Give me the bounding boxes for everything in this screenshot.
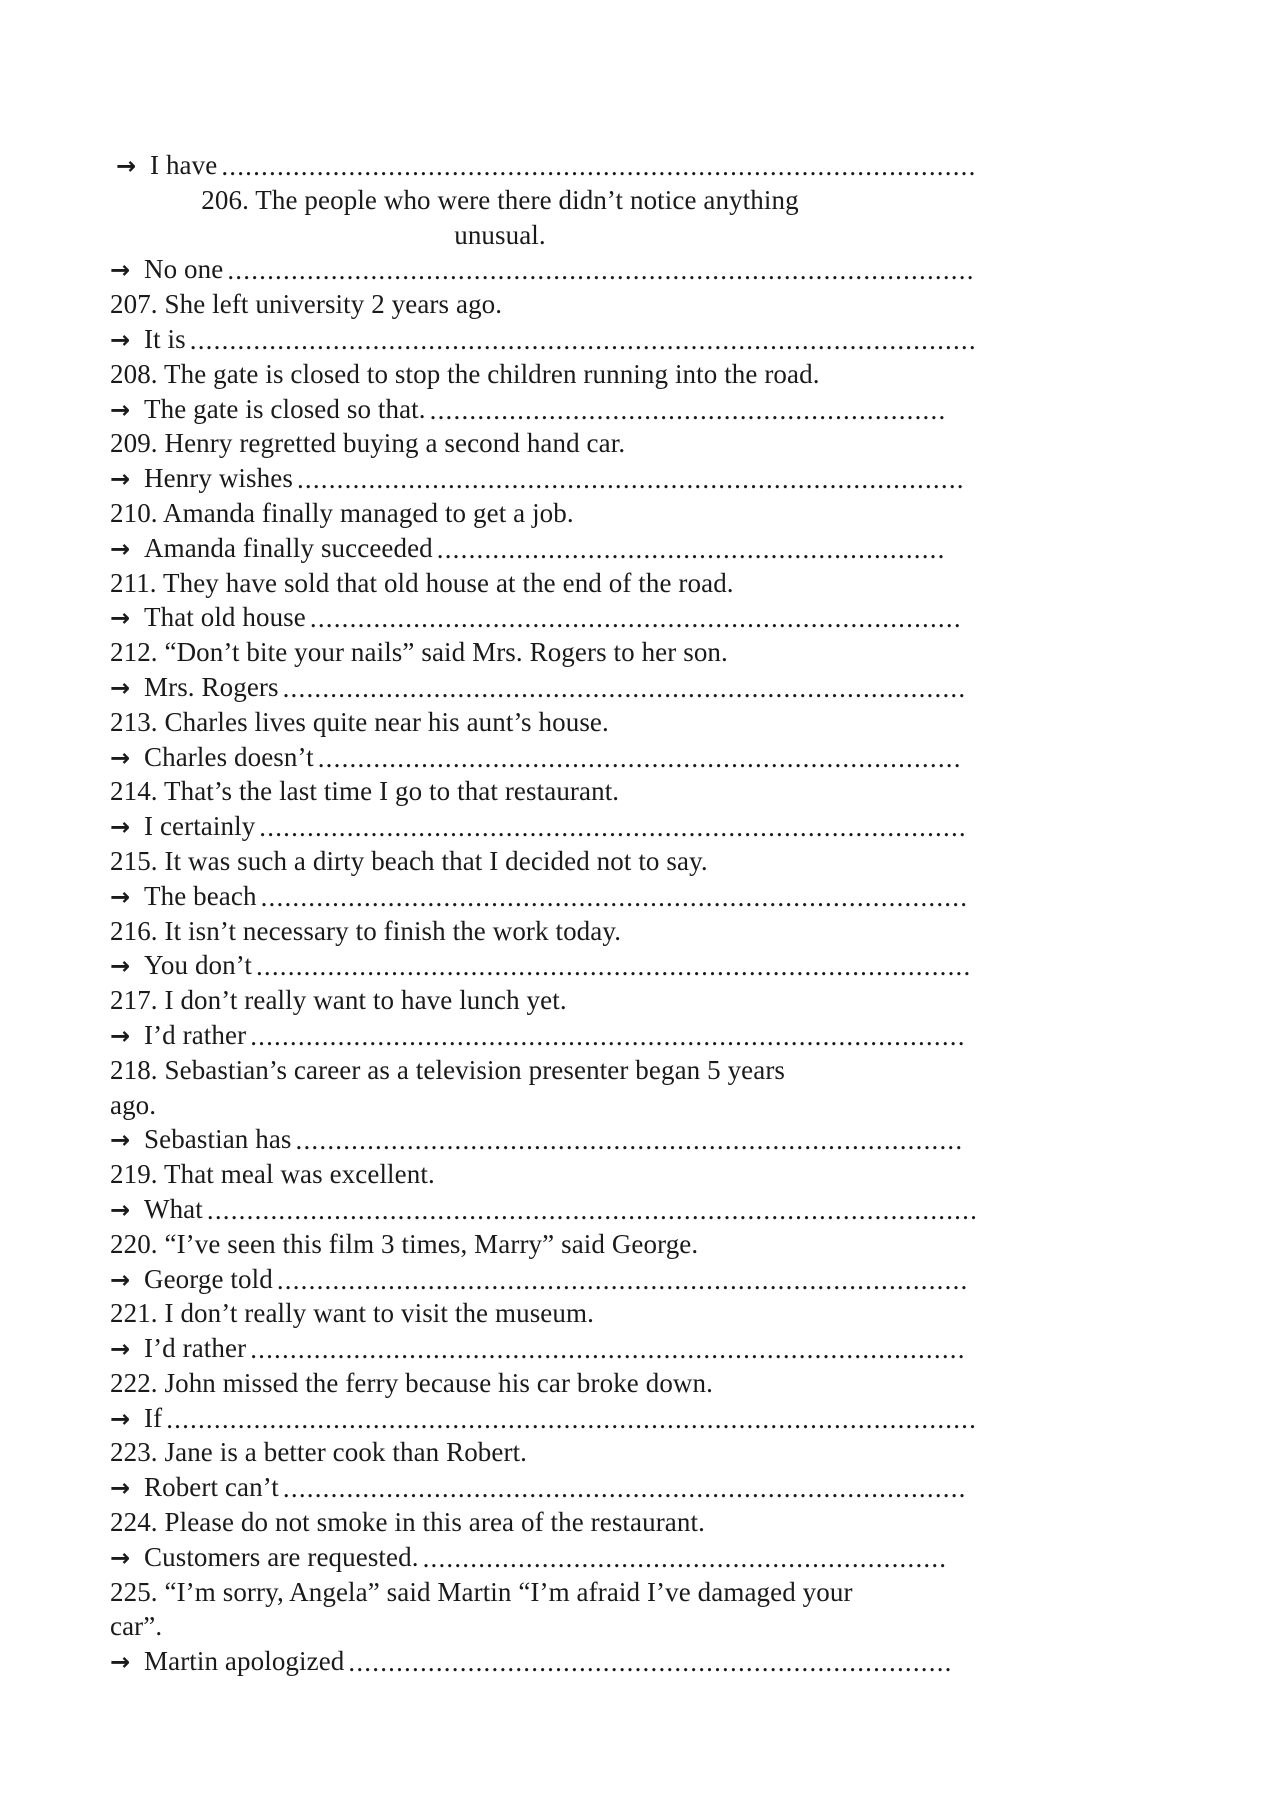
answer-blank[interactable]: .................................................................. bbox=[422, 1542, 948, 1573]
question-line: 214. That’s the last time I go to that restaurant. bbox=[110, 776, 620, 807]
answer-blank[interactable]: .................................................................................... bbox=[296, 464, 965, 495]
answer-prompt: The beach bbox=[144, 880, 257, 911]
arrow-right-icon: → bbox=[110, 604, 131, 633]
answer-line bbox=[110, 740, 962, 775]
question-line: 220. “I’ve seen this film 3 times, Marry” said George. bbox=[110, 1228, 699, 1259]
answer-prompt: I have bbox=[150, 150, 218, 180]
question-line: 213. Charles lives quite near his aunt’s house. bbox=[110, 706, 609, 737]
answer-prompt: Sebastian has bbox=[144, 1124, 292, 1155]
question-line: car”. bbox=[110, 1611, 163, 1642]
arrow-right-icon: → bbox=[110, 1648, 131, 1677]
question-line: ago. bbox=[110, 1089, 157, 1120]
answer-prompt: Mrs. Rogers bbox=[144, 671, 279, 702]
answer-prompt: Robert can’t bbox=[144, 1472, 279, 1503]
arrow-right-icon: → bbox=[110, 325, 131, 354]
question-line: 211. They have sold that old house at the end of the road. bbox=[110, 567, 734, 598]
answer-line bbox=[110, 879, 969, 914]
question-line: 223. Jane is a better cook than Robert. bbox=[110, 1437, 528, 1468]
answer-prompt: I’d rather bbox=[144, 1333, 247, 1364]
answer-blank[interactable]: .......................................................................................... bbox=[250, 1020, 966, 1051]
question-line: 212. “Don’t bite your nails” said Mrs. Rogers to her son. bbox=[110, 637, 728, 668]
answer-blank[interactable]: ...................................................................................................... bbox=[166, 1403, 978, 1434]
answer-blank[interactable]: .................................................................................... bbox=[295, 1125, 964, 1156]
question-line: 225. “I’m sorry, Angela” said Martin “I’m afraid I’ve damaged your bbox=[110, 1576, 853, 1607]
answer-line bbox=[110, 1262, 969, 1297]
question-line: 207. She left university 2 years ago. bbox=[110, 289, 503, 320]
answer-line bbox=[110, 322, 977, 357]
question-line: 210. Amanda finally managed to get a job. bbox=[110, 497, 574, 528]
answer-blank[interactable]: .......................................................................................... bbox=[250, 1334, 966, 1365]
arrow-right-icon: → bbox=[110, 813, 131, 842]
arrow-right-icon: → bbox=[110, 673, 131, 702]
answer-prompt: The gate is closed so that. bbox=[144, 393, 426, 424]
question-line: 219. That meal was excellent. bbox=[110, 1159, 435, 1190]
answer-blank[interactable]: ............................................................................................... bbox=[221, 151, 977, 181]
arrow-right-icon: → bbox=[110, 1335, 131, 1364]
answer-blank[interactable]: ................................................................. bbox=[429, 394, 947, 425]
question-line: 216. It isn’t necessary to finish the work today. bbox=[110, 915, 622, 946]
answer-blank[interactable]: ................................................................................. bbox=[317, 742, 962, 773]
arrow-right-icon: → bbox=[110, 1126, 131, 1155]
answer-prompt: No one bbox=[144, 254, 224, 285]
answer-line bbox=[110, 461, 965, 496]
answer-line bbox=[110, 1331, 966, 1366]
question-line: 208. The gate is closed to stop the children running into the road. bbox=[110, 358, 820, 389]
question-line: 218. Sebastian’s career as a television presenter began 5 years bbox=[110, 1054, 786, 1085]
answer-blank[interactable]: ................................................................ bbox=[436, 533, 946, 564]
arrow-right-icon: → bbox=[110, 256, 131, 285]
arrow-right-icon: → bbox=[110, 1021, 131, 1050]
answer-line bbox=[110, 809, 967, 844]
arrow-right-icon: → bbox=[110, 952, 131, 981]
answer-blank[interactable]: ................................................................................................... bbox=[189, 324, 977, 355]
question-line: 217. I don’t really want to have lunch yet. bbox=[110, 985, 567, 1016]
answer-prompt: That old house bbox=[144, 602, 306, 633]
answer-line bbox=[110, 531, 950, 566]
answer-line bbox=[110, 1470, 967, 1505]
answer-line bbox=[110, 392, 950, 427]
arrow-right-icon: → bbox=[116, 152, 137, 180]
answer-line bbox=[110, 1644, 953, 1679]
answer-prompt: It is bbox=[144, 323, 186, 354]
answer-prompt: George told bbox=[144, 1263, 273, 1294]
answer-line bbox=[110, 1401, 978, 1436]
answer-blank[interactable]: .................................................................................. bbox=[309, 603, 962, 634]
answer-blank[interactable]: ................................................................................................. bbox=[206, 1194, 979, 1225]
answer-blank[interactable]: ...................................................................................... bbox=[282, 672, 967, 703]
arrow-right-icon: → bbox=[110, 395, 131, 424]
answer-blank[interactable]: ......................................................................................... bbox=[260, 881, 969, 912]
answer-blank[interactable]: ......................................................................................... bbox=[259, 812, 967, 843]
answer-line bbox=[110, 252, 975, 287]
answer-line bbox=[110, 1540, 950, 1575]
arrow-right-icon: → bbox=[110, 534, 131, 563]
question-line: 221. I don’t really want to visit the museum. bbox=[110, 1298, 594, 1329]
answer-prompt: If bbox=[144, 1402, 163, 1433]
arrow-right-icon: → bbox=[110, 1474, 131, 1503]
answer-line bbox=[110, 600, 962, 635]
arrow-right-icon: → bbox=[110, 1404, 131, 1433]
answer-blank[interactable]: ............................................................................ bbox=[348, 1647, 953, 1678]
arrow-right-icon: → bbox=[110, 1543, 131, 1572]
answer-line bbox=[110, 1192, 979, 1227]
arrow-right-icon: → bbox=[110, 1195, 131, 1224]
arrow-right-icon: → bbox=[110, 465, 131, 494]
answer-line bbox=[110, 948, 972, 983]
answer-prompt: Charles doesn’t bbox=[144, 741, 314, 772]
exercise-list bbox=[110, 148, 979, 1679]
question-line: 206. The people who were there didn’t notice anything bbox=[201, 184, 799, 215]
answer-line bbox=[110, 148, 977, 183]
answer-blank[interactable]: .............................................................................................. bbox=[227, 255, 975, 286]
answer-line bbox=[110, 1122, 964, 1157]
answer-prompt: I certainly bbox=[144, 811, 256, 842]
question-line: 224. Please do not smoke in this area of the restaurant. bbox=[110, 1507, 705, 1538]
question-line: unusual. bbox=[454, 219, 546, 250]
answer-prompt: I’d rather bbox=[144, 1019, 247, 1050]
answer-blank[interactable]: ...................................................................................... bbox=[282, 1473, 967, 1504]
answer-prompt: Henry wishes bbox=[144, 463, 293, 494]
answer-prompt: Martin apologized bbox=[144, 1646, 345, 1677]
answer-blank[interactable]: .......................................................................................... bbox=[255, 951, 972, 982]
answer-prompt: Customers are requested. bbox=[144, 1541, 419, 1572]
answer-prompt: What bbox=[144, 1193, 203, 1224]
answer-blank[interactable]: ....................................................................................... bbox=[276, 1264, 969, 1295]
answer-line bbox=[110, 670, 967, 705]
question-line: 222. John missed the ferry because his car broke down. bbox=[110, 1367, 713, 1398]
answer-prompt: Amanda finally succeeded bbox=[144, 532, 433, 563]
question-line: 215. It was such a dirty beach that I decided not to say. bbox=[110, 845, 708, 876]
arrow-right-icon: → bbox=[110, 882, 131, 911]
arrow-right-icon: → bbox=[110, 743, 131, 772]
arrow-right-icon: → bbox=[110, 1265, 131, 1294]
answer-prompt: You don’t bbox=[144, 950, 252, 981]
answer-line bbox=[110, 1018, 966, 1053]
question-line: 209. Henry regretted buying a second hand car. bbox=[110, 428, 626, 459]
